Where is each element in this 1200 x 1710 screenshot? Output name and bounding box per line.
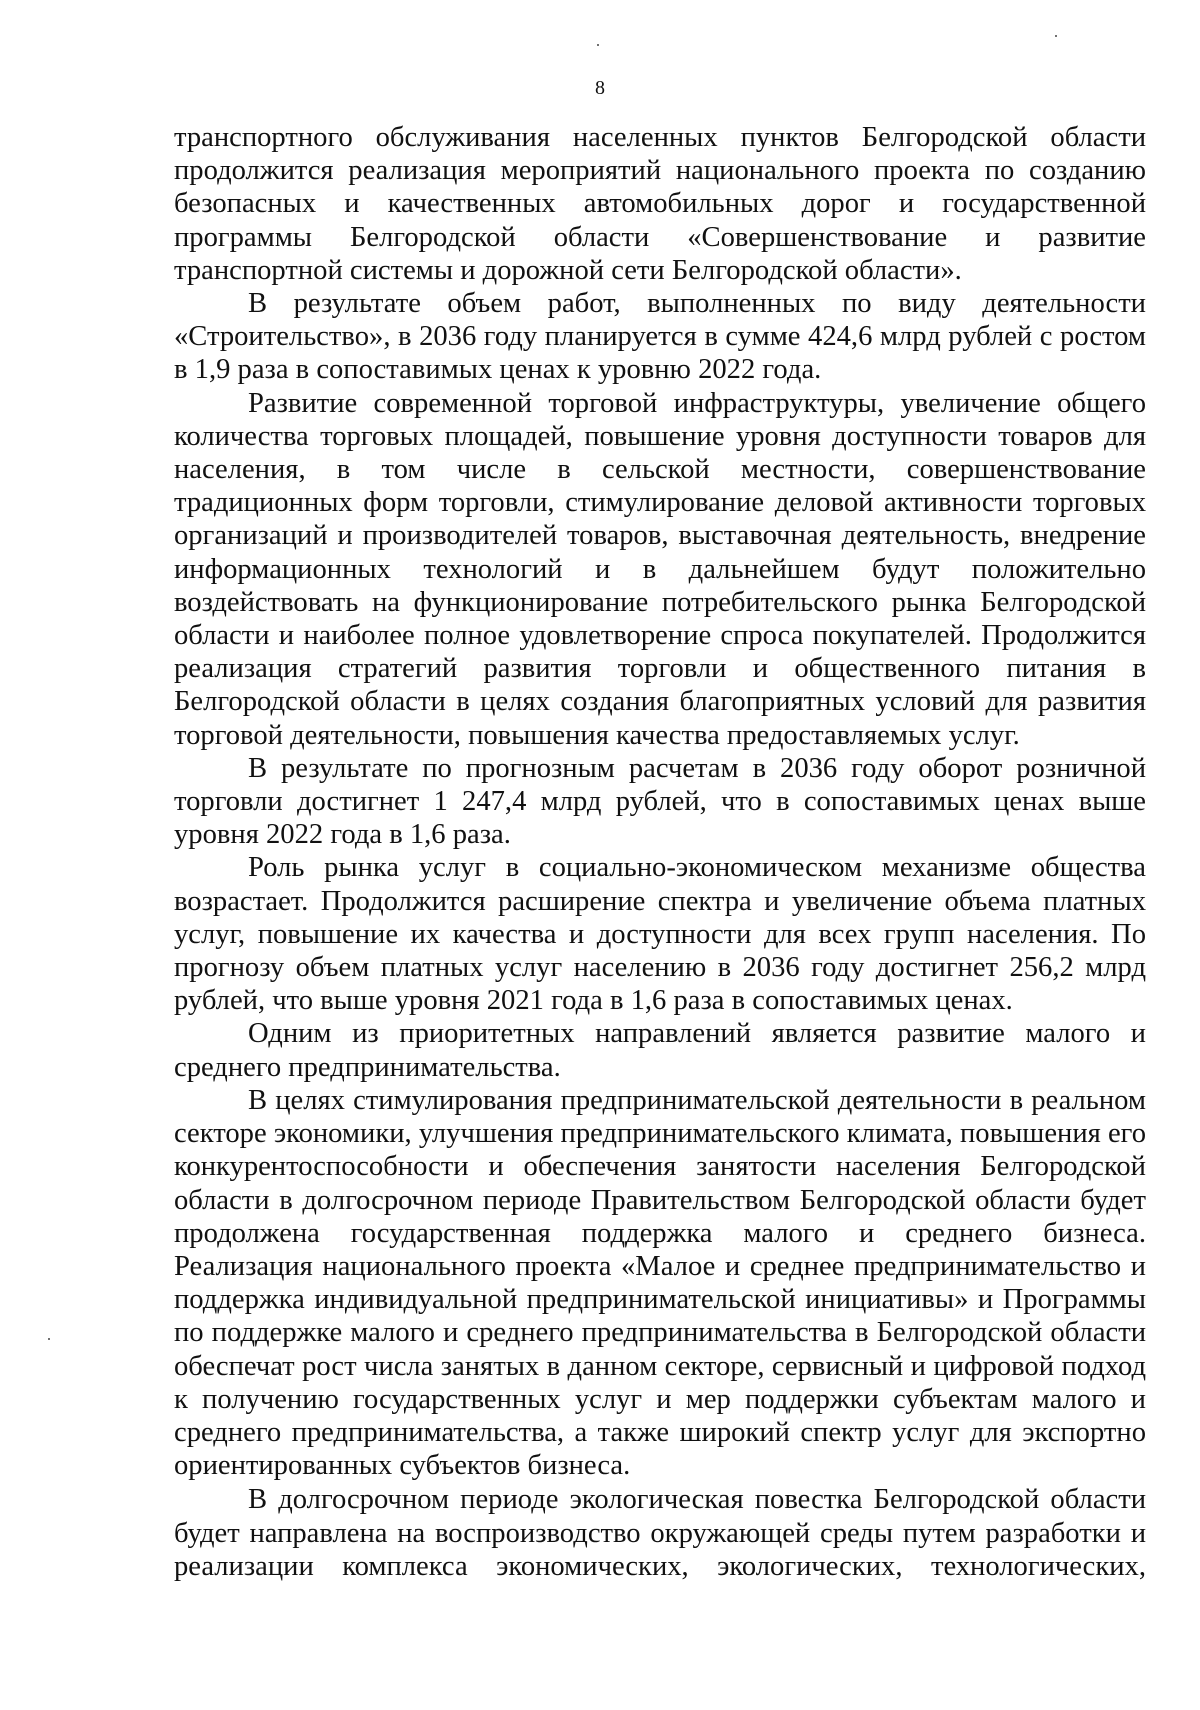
paragraph-ecology-agenda: В долгосрочном периоде экологическая повестка Белгородской области будет направлена на воспроизводство окружающей среды путем разработки и реализации комплекса экономических, экологических, технологических, <box>174 1484 1146 1582</box>
page-number: 8 <box>595 77 605 99</box>
paragraph-transport-roads: транспортного обслуживания населенных пунктов Белгородской области продолжится реализация мероприятий национального проекта по созданию безопасных и качественных автомобильных дорог и государственной программы Белгородской области «Совершенствование и развитие транспортной системы и дорожной сети Белгородской области». <box>174 122 1146 286</box>
paragraph-retail-turnover: В результате по прогнозным расчетам в 2036 году оборот розничной торговли достигнет 1 247,4 млрд рублей, что в сопоставимых ценах выше уровня 2022 года в 1,6 раза. <box>174 752 1146 851</box>
scan-speck <box>597 44 599 46</box>
document-body <box>174 121 1146 1583</box>
paragraph-construction-volume: В результате объем работ, выполненных по виду деятельности «Строительство», в 2036 году планируется в сумме 424,6 млрд рублей с ростом в 1,9 раза в сопоставимых ценах к уровню 2022 года. <box>174 288 1146 386</box>
scan-speck <box>48 1338 50 1340</box>
paragraph-small-business-priority: Одним из приоритетных направлений является развитие малого и среднего предпринимательства. <box>174 1018 1146 1083</box>
paragraph-trade-infrastructure: Развитие современной торговой инфраструктуры, увеличение общего количества торговых площадей, повышение уровня доступности товаров для населения, в том числе в сельской местности, совершенствование традиционных форм торговли, стимулирование деловой активности торговых организаций и производителей товаров, выставочная деятельность, внедрение информационных технологий и в дальнейшем будут положительно воздействовать на функционирование потребительского рынка Белгородской области и наиболее полное удовлетворение спроса покупателей. Продолжится реализация стратегий развития торговли и общественного питания в Белгородской области в целях создания благоприятных условий для развития торговой деятельности, повышения качества предоставляемых услуг. <box>174 387 1146 751</box>
paragraph-business-support: В целях стимулирования предпринимательской деятельности в реальном секторе экономики, улучшения предпринимательского климата, повышения его конкурентоспособности и обеспечения занятости населения Белгородской области в долгосрочном периоде Правительством Белгородской области будет продолжена государственная поддержка малого и среднего бизнеса. Реализация национального проекта «Малое и среднее предпринимательство и поддержка индивидуальной предпринимательской инициативы» и Программы по поддержке малого и среднего предпринимательства в Белгородской области обеспечат рост числа занятых в данном секторе, сервисный и цифровой подход к получению государственных услуг и мер поддержки субъектам малого и среднего предпринимательства, а также широкий спектр услуг для экспортно ориентированных субъектов бизнеса. <box>174 1084 1146 1482</box>
scan-speck <box>1055 35 1057 37</box>
paragraph-services-market: Роль рынка услуг в социально-экономическом механизме общества возрастает. Продолжится расширение спектра и увеличение объема платных услуг, повышение их качества и доступности для всех групп населения. По прогнозу объем платных услуг населению в 2036 году достигнет 256,2 млрд рублей, что выше уровня 2021 года в 1,6 раза в сопоставимых ценах. <box>174 852 1146 1017</box>
